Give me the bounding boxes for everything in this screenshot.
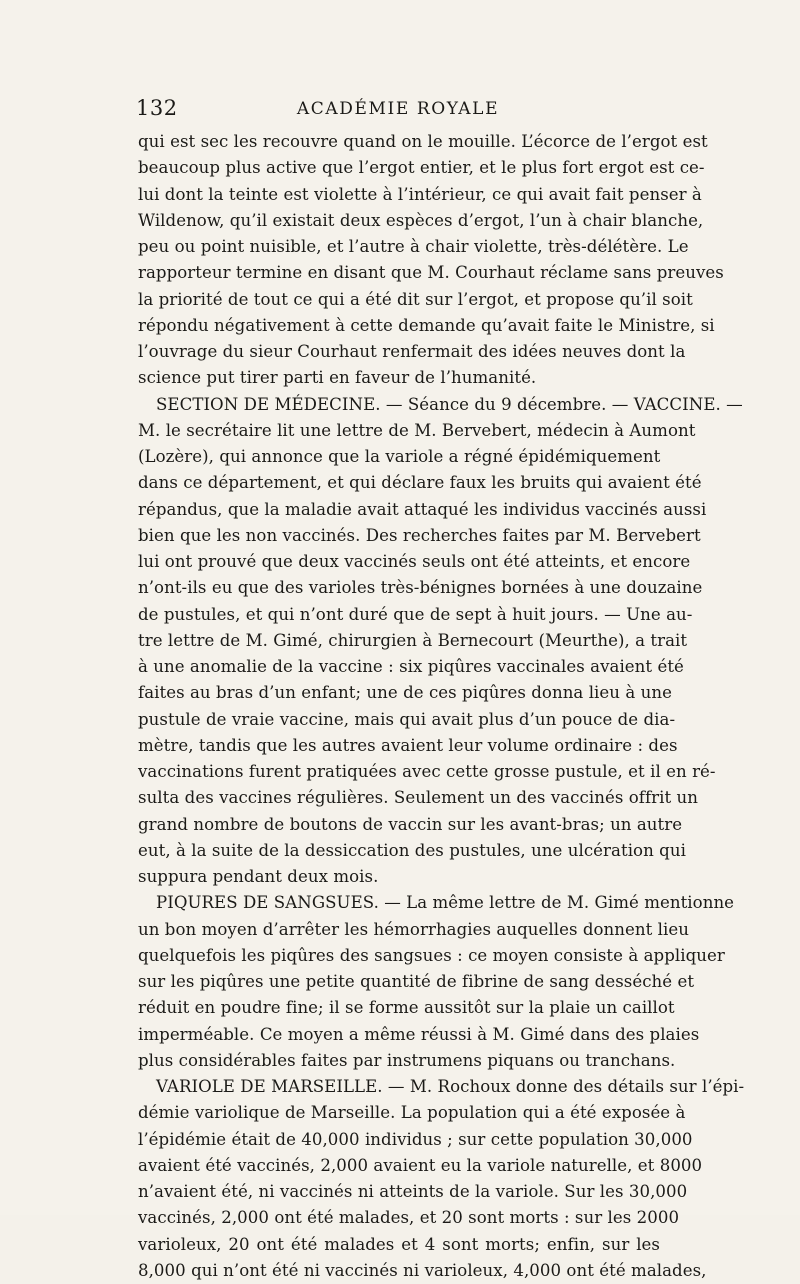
text-line-4: Wildenow, qu’il existait deux espèces d’ergot, l’un à chair blanche, — [138, 210, 704, 230]
text-line-41: n’avaient été, ni vaccinés ni atteints de la variole. Sur les 30,000 — [138, 1182, 688, 1201]
text-line-2: beaucoup plus active que l’ergot entier, et le plus fort ergot est ce- — [138, 158, 705, 178]
text-line-25: vaccinations furent pratiquées avec cette grosse pustule, et il en ré- — [138, 762, 716, 781]
text-line-18: n’ont-ils eu que des varioles très-bénignes bornées à une douzaine — [138, 578, 703, 598]
text-line-5: peu ou point nuisible, et l’autre à chair violette, très-délétère. Le — [138, 237, 689, 256]
text-line-27: grand nombre de boutons de vaccin sur les avant-bras; un autre — [138, 814, 683, 834]
text-line-31: un bon moyen d’arrêter les hémorrhagies auquelles donnent lieu — [138, 919, 690, 939]
section-heading-piqures: PIQURES DE SANGSUES. — La même lettre de M. Gimé mentionne — [156, 893, 735, 913]
text-line-33: sur les piqûres une petite quantité de fibrine de sang desséché et — [138, 972, 695, 991]
text-line-39: l’épidémie était de 40,000 individus ; sur cette population 30,000 — [138, 1129, 693, 1149]
text-line-24: mètre, tandis que les autres avaient leur volume ordinaire : des — [138, 735, 678, 755]
text-line-28: eut, à la suite de la dessiccation des pustules, une ulcération qui — [138, 840, 686, 860]
text-line-6: rapporteur termine en disant que M. Courhaut réclame sans preuves — [138, 263, 724, 283]
text-line-10: science put tirer parti en faveur de l’humanité. — [138, 368, 537, 388]
section-heading-medecine: SECTION DE MÉDECINE. — Séance du 9 décembre. — VACCINE. — — [156, 394, 743, 414]
text-line-16: bien que les non vaccinés. Des recherches faites par M. Bervebert — [138, 525, 701, 545]
text-line-14: dans ce département, et qui déclare faux les bruits qui avaient été — [138, 473, 702, 493]
text-line-3: lui dont la teinte est violette à l’intérieur, ce qui avait fait penser à — [138, 184, 702, 204]
page-header — [136, 96, 660, 124]
text-line-34: réduit en poudre fine; il se forme aussitôt sur la plaie un caillot — [138, 998, 675, 1018]
text-line-32: quelquefois les piqûres des sangsues : ce moyen consiste à appliquer — [138, 945, 725, 965]
text-line-29: suppura pendant deux mois. — [138, 867, 379, 886]
text-line-13: (Lozère), qui annonce que la variole a régné épidémiquement — [138, 447, 661, 466]
text-line-20: tre lettre de M. Gimé, chirurgien à Bernecourt (Meurthe), a trait — [138, 630, 688, 650]
text-line-43: varioleux, 20 ont été malades et 4 sont morts; enfin, sur les — [138, 1234, 660, 1254]
text-line-23: pustule de vraie vaccine, mais qui avait plus d’un pouce de dia- — [138, 709, 676, 729]
text-line-9: l’ouvrage du sieur Courhaut renfermait des idées neuves dont la — [138, 342, 686, 361]
text-line-26: sulta des vaccines régulières. Seulement un des vaccinés offrit un — [138, 788, 699, 808]
text-line-7: la priorité de tout ce qui a été dit sur l’ergot, et propose qu’il soit — [138, 289, 693, 309]
section-heading-variole: VARIOLE DE MARSEILLE. — M. Rochoux donne des détails sur l’épi- — [156, 1077, 745, 1096]
text-line-15: répandus, que la maladie avait attaqué les individus vaccinés aussi — [138, 499, 707, 519]
text-line-1: qui est sec les recouvre quand on le mouille. L’écorce de l’ergot est — [138, 132, 708, 151]
text-line-17: lui ont prouvé que deux vaccinés seuls ont été atteints, et encore — [138, 552, 691, 571]
text-line-38: démie variolique de Marseille. La population qui a été exposée à — [138, 1103, 686, 1123]
text-line-35: imperméable. Ce moyen a même réussi à M. Gimé dans des plaies — [138, 1024, 700, 1044]
text-line-19: de pustules, et qui n’ont duré que de sept à huit jours. — Une au- — [138, 604, 693, 624]
text-line-40: avaient été vaccinés, 2,000 avaient eu la variole naturelle, et 8000 — [138, 1155, 703, 1175]
text-line-44: 8,000 qui n’ont été ni vaccinés ni varioleux, 4,000 ont été malades, — [138, 1260, 707, 1280]
text-line-8: répondu négativement à cette demande qu’avait faite le Ministre, si — [138, 315, 715, 335]
running-head: ACADÉMIE ROYALE — [296, 99, 500, 119]
text-line-21: à une anomalie de la vaccine : six piqûres vaccinales avaient été — [138, 657, 684, 676]
text-line-22: faites au bras d’un enfant; une de ces piqûres donna lieu à une — [138, 683, 672, 703]
body-text — [138, 129, 745, 1284]
page-number: 132 — [136, 96, 178, 120]
text-line-12: M. le secrétaire lit une lettre de M. Bervebert, médecin à Aumont — [138, 420, 696, 440]
text-line-36: plus considérables faites par instrumens piquans ou tranchans. — [138, 1050, 676, 1070]
text-line-42: vaccinés, 2,000 ont été malades, et 20 sont morts : sur les 2000 — [138, 1208, 680, 1228]
